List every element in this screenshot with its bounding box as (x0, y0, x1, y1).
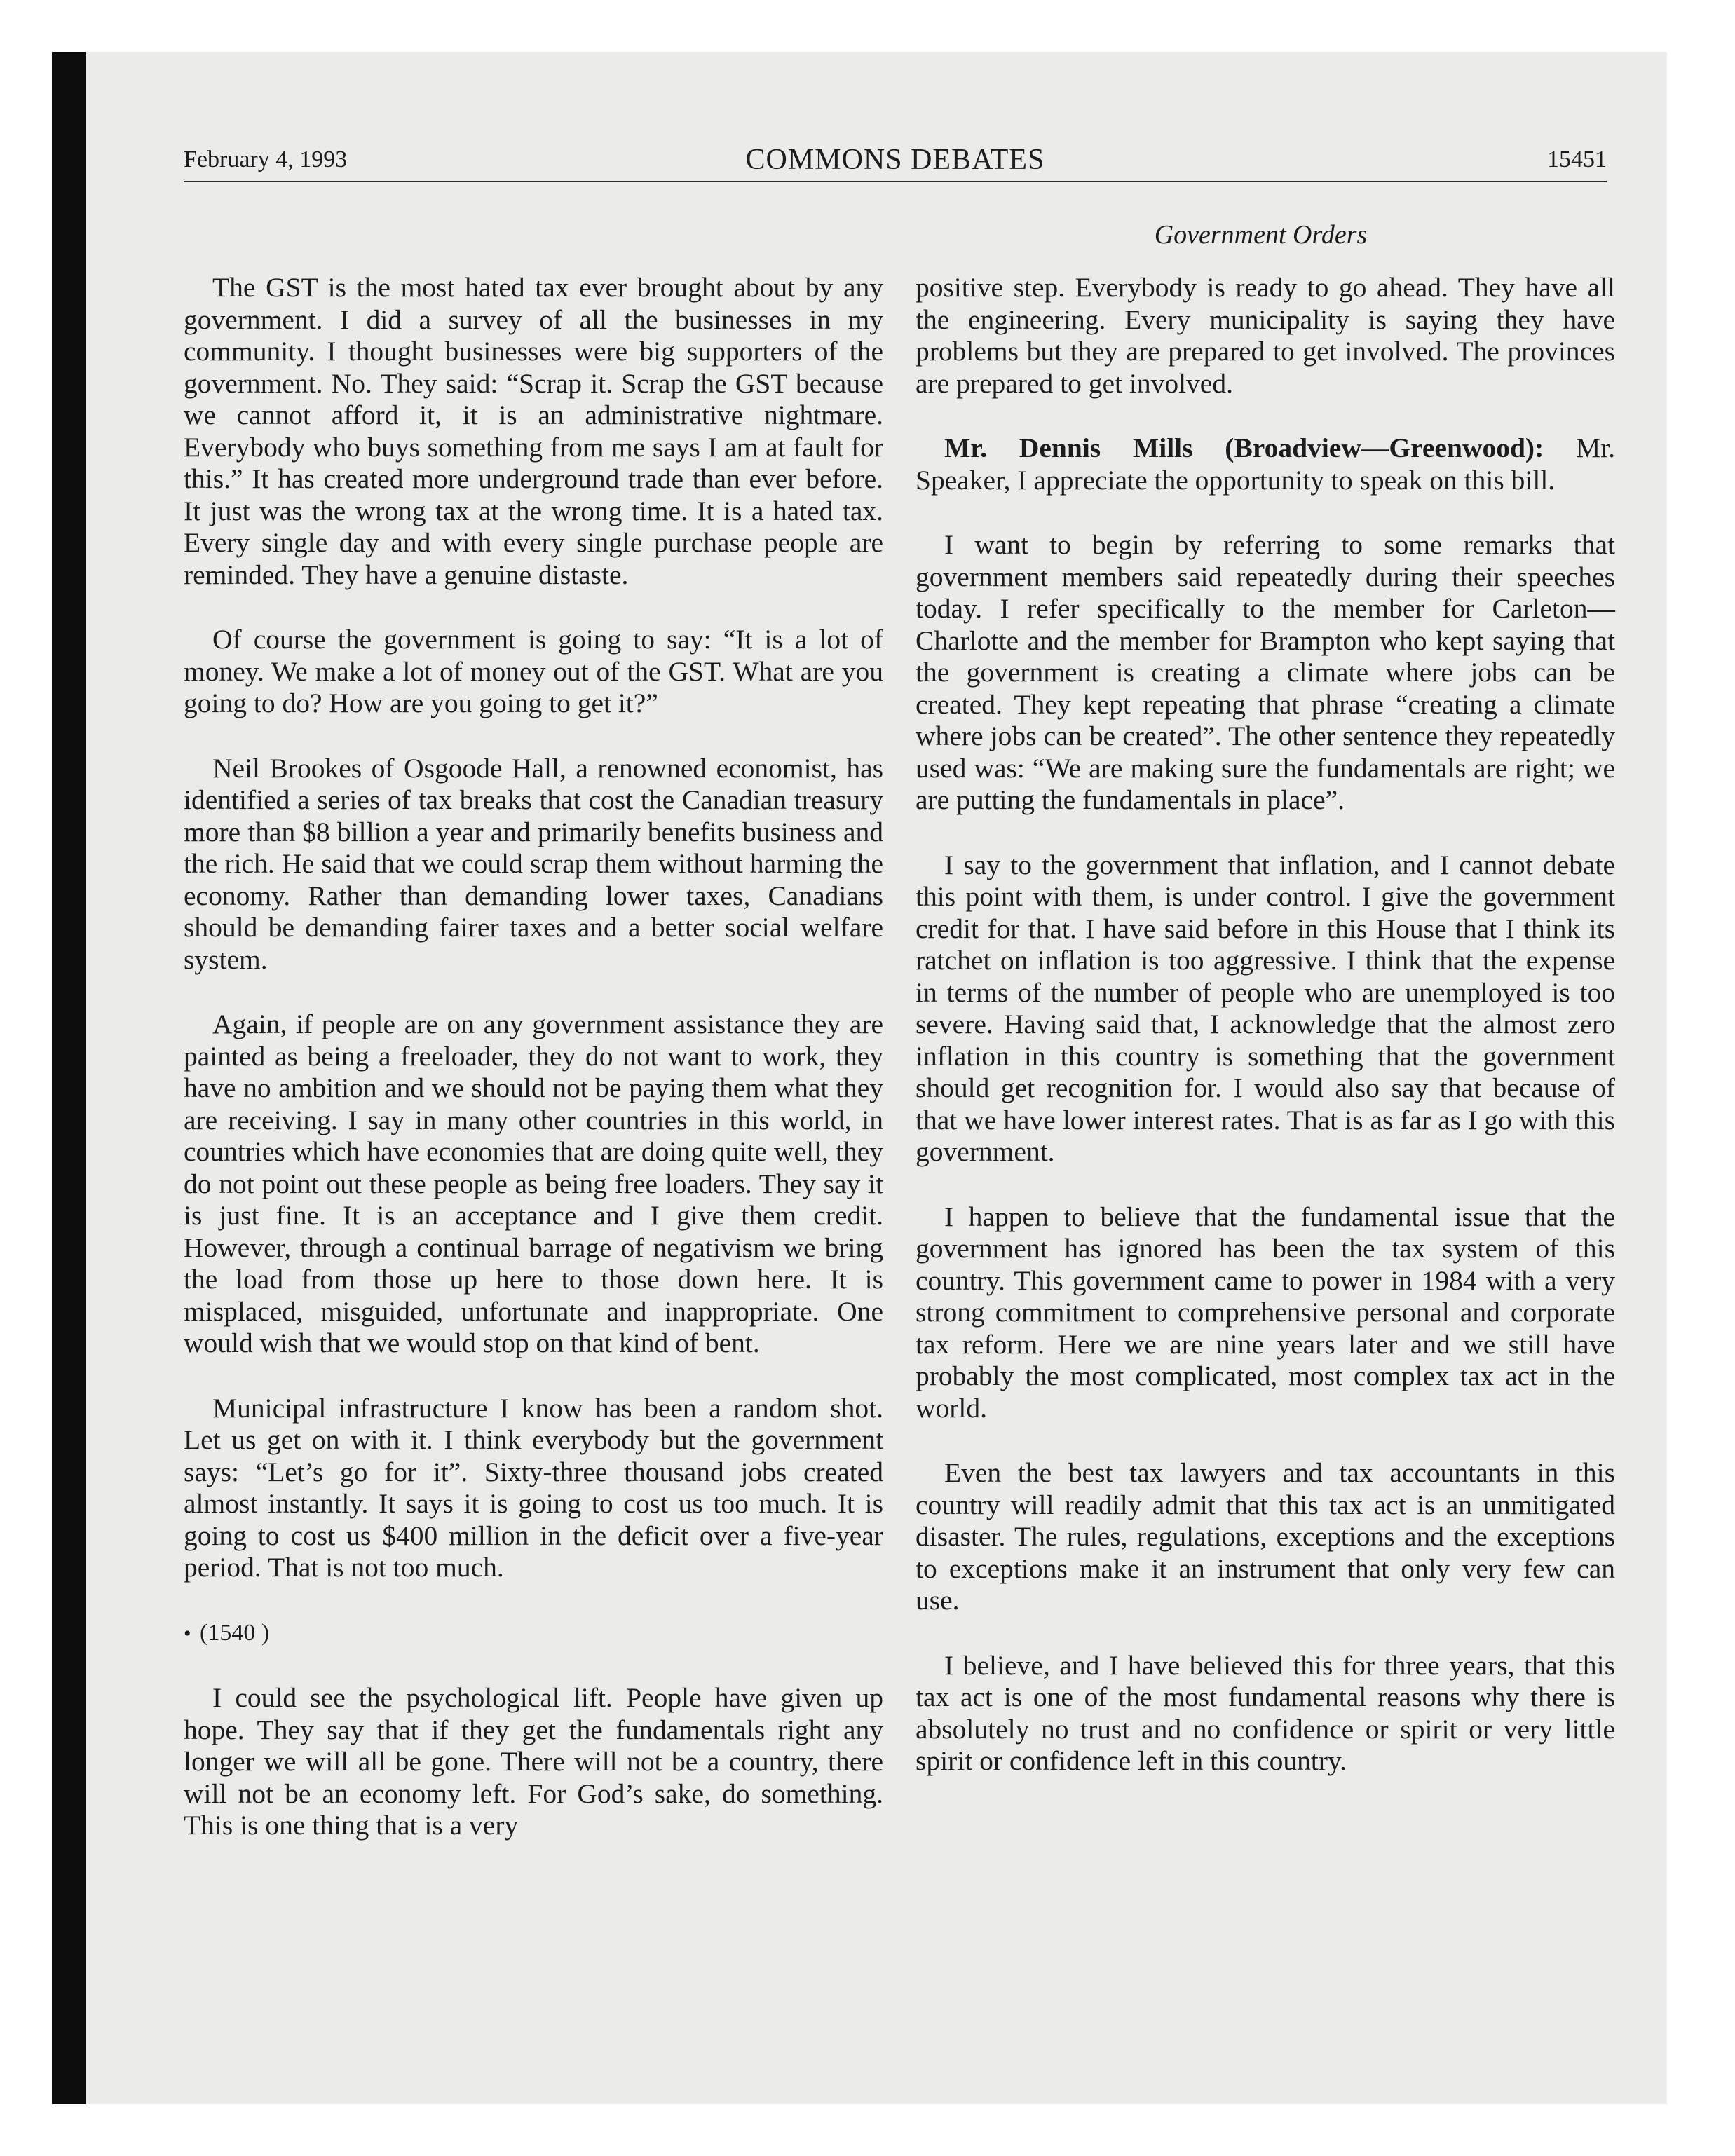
left-column (184, 272, 883, 1875)
paragraph: I say to the government that inflation, and I cannot debate this point with them, is under control. I give the government credit for that. I have said before in this House that I think its ratchet on inflation is too aggressive. I think that the expense in terms of the number of people who are unemployed is too severe. Having said that, I acknowledge that the almost zero inflation in this country is something that the government should get recognition for. I would also say that because of that we have lower interest rates. That is as far as I go with this government. (916, 849, 1615, 1167)
paragraph: I believe, and I have believed this for three years, that this tax act is one of the most fundamental reasons why there is absolutely no trust and no confidence or spirit or very little spirit or confidence left in this country. (916, 1649, 1615, 1776)
binding-edge (52, 52, 86, 2104)
paragraph: Even the best tax lawyers and tax accountants in this country will readily admit that this tax act is an unmitigated disaster. The rules, regulations, exceptions and the exceptions to exceptions make it an instrument that only very few can use. (916, 1457, 1615, 1616)
paragraph: Neil Brookes of Osgoode Hall, a renowned economist, has identified a series of tax breaks that cost the Canadian treasury more than $8 billion a year and primarily benefits business and the rich. He said that we could scrap them without harming the economy. Rather than demanding lower taxes, Canadians should be demanding fairer taxes and a better social welfare system. (184, 752, 883, 975)
header-date: February 4, 1993 (184, 146, 348, 172)
paragraph: Municipal infrastructure I know has been a random shot. Let us get on with it. I think everybody but the government says: “Let’s go for it”. Sixty-three thousand jobs created almost instantly. It says it is going to cost us too much. It is going to cost us $400 million in the deficit over a five-year period. That is not too much. (184, 1392, 883, 1583)
running-head (184, 139, 1607, 181)
speaker-paragraph (916, 432, 1615, 496)
section-label: Government Orders (1154, 220, 1368, 250)
paragraph: I could see the psychological lift. People have given up hope. They say that if they get the fundamentals right any longer we will all be gone. There will not be a country, there will not be an economy left. For God’s sake, do something. This is one thing that is a very (184, 1682, 883, 1841)
paragraph: The GST is the most hated tax ever brought about by any government. I did a survey of all the businesses in my community. I thought businesses were big supporters of the government. No. They said: “Scrap it. Scrap the GST because we cannot afford it, it is an administrative nightmare. Everybody who buys something from me says I am at fault for this.” It has created more underground trade than ever before. It just was the wrong tax at the wrong time. It is a hated tax. Every single day and with every single purchase people are reminded. They have a genuine distaste. (184, 272, 883, 590)
paragraph: I want to begin by referring to some remarks that government members said repeatedly during their speeches today. I refer specifically to the member for Carleton—Charlotte and the member for Brampton who kept saying that the government is creating a climate where jobs can be created. They kept repeating that phrase “creating a climate where jobs can be created”. The other sentence they repeatedly used was: “We are making sure the fundamentals are right; we are putting the fundamentals in place”. (916, 529, 1615, 815)
paragraph: I happen to believe that the fundamental issue that the government has ignored has been the tax system of this country. This government came to power in 1984 with a very strong commitment to comprehensive personal and corporate tax reform. Here we are nine years later and we still have probably the most complicated, most complex tax act in the world. (916, 1201, 1615, 1424)
paragraph: Again, if people are on any government assistance they are painted as being a freeloader, they do not want to work, they have no ambition and we should not be paying them what they are receiving. I say in many other countries in this world, in countries which have economies that are doing quite well, they do not point out these people as being free loaders. They say it is just fine. It is an acceptance and I give them credit. However, through a continual barrage of negativism we bring the load from those up here to those down here. It is misplaced, misguided, unfortunate and inappropriate. One would wish that we would stop on that kind of bent. (184, 1009, 883, 1358)
timestamp-marker (184, 1617, 883, 1650)
continued-paragraph: positive step. Everybody is ready to go ahead. They have all the engineering. Every municipality is saying they have problems but they are prepared to get involved. The provinces are prepared to get involved. (916, 272, 1615, 399)
right-column (916, 272, 1615, 1810)
speaker-text: Mr. Speaker, I appreciate the opportunity to speak on this bill. (916, 432, 1615, 496)
header-rule (184, 181, 1607, 182)
bullet-icon: • (184, 1621, 191, 1645)
timestamp: (1540 ) (200, 1619, 270, 1646)
speaker-name: Mr. Dennis Mills (Broadview—Greenwood): (944, 432, 1544, 463)
header-page-number: 15451 (1547, 146, 1607, 172)
header-publication: COMMONS DEBATES (745, 144, 1045, 176)
paragraph: Of course the government is going to say: “It is a lot of money. We make a lot of money out of the GST. What are you going to do? How are you going to get it?” (184, 624, 883, 718)
